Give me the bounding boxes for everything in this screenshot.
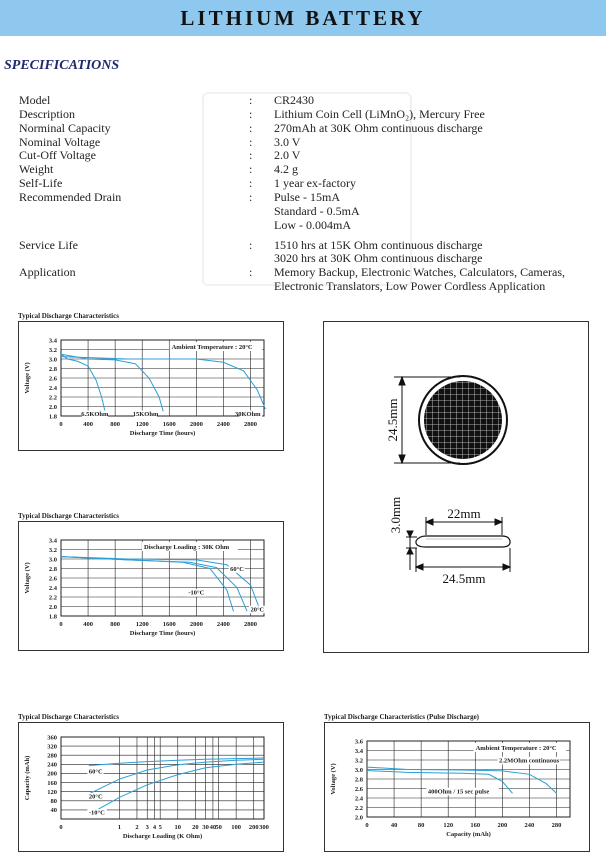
y-tick-label: 2.0 (354, 814, 363, 822)
x-tick-label: 280 (551, 822, 562, 829)
chart-2-svg (19, 522, 283, 650)
x-tick-label: 2800 (243, 421, 257, 428)
y-tick-label: 2.2 (48, 594, 57, 602)
series-label: 30KOhm (234, 411, 261, 418)
x-tick-label: 0 (59, 621, 63, 628)
x-tick-label: 2800 (243, 621, 257, 628)
x-tick-label: 200 (497, 822, 508, 829)
y-tick-label: 2.6 (48, 375, 57, 383)
chart-3-title: Typical Discharge Characteristics (18, 713, 119, 721)
y-tick-label: 3.0 (48, 356, 57, 364)
title-banner (0, 0, 606, 36)
spec-separator: : (249, 189, 253, 204)
spec-value: Memory Backup, Electronic Watches, Calculators, Cameras, (274, 265, 566, 280)
spec-separator: : (249, 237, 253, 252)
spec-label: Norminal Capacity (19, 120, 111, 135)
x-tick-label: 2400 (216, 621, 230, 628)
spec-value: CR2430 (274, 93, 315, 107)
chart-1 (18, 321, 284, 451)
coin-top-view (419, 376, 507, 464)
spec-label: Service Life (19, 237, 78, 252)
series-label: 6.5KOhm (81, 411, 109, 418)
x-tick-label: 40 (209, 824, 217, 831)
spec-value: 1510 hrs at 15K Ohm continuous discharge (274, 237, 483, 252)
y-tick-label: 2.8 (48, 565, 57, 573)
bottom-width-dimension (416, 548, 510, 572)
chart-annotation: Ambient Temperature : 20°C (171, 344, 253, 351)
dimension-drawing (323, 321, 589, 653)
x-tick-label: 0 (365, 822, 369, 829)
x-axis-label: Discharge Loading (K Ohm) (122, 833, 203, 840)
spec-separator: : (249, 265, 253, 280)
y-tick-label: 2.4 (354, 795, 363, 803)
y-tick-label: 1.8 (48, 613, 57, 621)
x-tick-label: 240 (524, 822, 535, 829)
x-tick-label: 800 (110, 421, 121, 428)
x-tick-label: 200 (248, 824, 259, 831)
x-tick-label: 1600 (162, 621, 176, 628)
y-tick-label: 360 (47, 734, 57, 742)
chart-1-title: Typical Discharge Characteristics (18, 312, 119, 320)
y-tick-label: 2.2 (48, 394, 57, 402)
spec-label: Application (19, 265, 76, 280)
x-tick-label: 1600 (162, 421, 176, 428)
x-tick-label: 0 (59, 421, 63, 428)
x-tick-label: 5 (158, 824, 162, 831)
x-tick-label: 80 (417, 822, 425, 829)
spec-value: 2.0 V (274, 148, 301, 163)
x-tick-label: 2000 (189, 421, 203, 428)
x-tick-label: 3 (145, 824, 149, 831)
spec-value: Electronic Translators, Low Power Cordless Application (274, 279, 546, 294)
y-tick-label: 240 (47, 761, 57, 769)
x-tick-label: 0 (59, 824, 63, 831)
y-tick-label: 80 (50, 798, 57, 806)
series-label: -10°C (88, 809, 105, 817)
x-axis-label: Discharge Time (hours) (129, 430, 196, 437)
plot-area (61, 737, 264, 819)
spec-label: Description (19, 106, 75, 121)
x-tick-label: 300 (259, 824, 269, 831)
x-axis-label: Capacity (mAh) (446, 831, 491, 838)
y-tick-label: 280 (47, 752, 57, 760)
y-tick-label: 2.0 (48, 403, 57, 411)
bottom-width-label: 24.5mm (442, 571, 486, 586)
series-label: 2.2MOhm continuous (498, 757, 560, 765)
y-tick-label: 40 (50, 807, 57, 815)
chart-4-title: Typical Discharge Characteristics (Pulse Discharge) (324, 713, 480, 721)
y-tick-label: 2.0 (48, 603, 57, 611)
y-tick-label: 2.4 (48, 584, 57, 592)
y-tick-label: 3.0 (48, 556, 57, 564)
x-tick-label: 2 (135, 824, 139, 831)
height-dimension (406, 531, 417, 570)
x-tick-label: 1200 (135, 621, 149, 628)
chart-2-title: Typical Discharge Characteristics (18, 512, 119, 520)
x-tick-label: 40 (390, 822, 398, 829)
spec-value: 4.2 g (274, 162, 298, 177)
series-label: 60°C (88, 768, 103, 776)
series-label: 20°C (250, 606, 265, 614)
spec-value: 3.0 V (274, 134, 301, 149)
series-label: 60°C (230, 565, 244, 573)
x-axis-label: Discharge Time (hours) (129, 630, 196, 637)
spec-label: Cut-Off Voltage (19, 148, 96, 163)
spec-label: Model (19, 93, 51, 107)
y-tick-label: 3.4 (48, 537, 57, 545)
page-title: LITHIUM BATTERY (180, 5, 426, 30)
spec-value: Low - 0.004mA (274, 217, 351, 232)
y-tick-label: 320 (47, 743, 57, 751)
y-tick-label: 2.4 (48, 384, 57, 392)
y-axis-label: Voltage (V) (330, 763, 337, 795)
height-label: 3.0mm (388, 496, 403, 534)
spec-value: Lithium Coin Cell (LiMnO₂), Mercury Free (274, 106, 485, 121)
spec-separator: : (249, 162, 253, 177)
x-tick-label: 100 (231, 824, 242, 831)
y-tick-label: 3.0 (354, 766, 363, 774)
x-tick-label: 20 (192, 824, 199, 831)
y-tick-label: 2.8 (48, 365, 57, 373)
spec-value: 1 year ex-factory (274, 176, 356, 191)
y-tick-label: 160 (47, 779, 57, 787)
series-label: 15KOhm (132, 411, 159, 418)
y-tick-label: 2.2 (354, 804, 363, 812)
x-tick-label: 120 (443, 822, 454, 829)
spec-value: 270mAh at 30K Ohm continuous discharge (274, 120, 483, 135)
spec-separator: : (249, 93, 253, 107)
spec-separator: : (249, 134, 253, 149)
chart-4-svg (325, 723, 589, 851)
y-tick-label: 2.8 (354, 776, 363, 784)
y-tick-label: 3.4 (48, 337, 57, 345)
diameter-label: 24.5mm (385, 398, 400, 442)
x-tick-label: 2400 (216, 421, 230, 428)
x-tick-label: 30 (202, 824, 209, 831)
y-tick-label: 2.6 (48, 575, 57, 583)
spec-separator: : (249, 148, 253, 163)
x-tick-label: 160 (470, 822, 481, 829)
spec-separator: : (249, 176, 253, 191)
chart-1-svg (19, 322, 283, 450)
y-tick-label: 3.6 (354, 738, 363, 746)
series-label: 400Ohm / 15 sec pulse (427, 788, 490, 796)
y-tick-label: 1.8 (48, 413, 57, 421)
y-tick-label: 3.2 (354, 757, 363, 765)
y-tick-label: 200 (47, 770, 57, 778)
x-tick-label: 400 (83, 421, 93, 428)
x-tick-label: 4 (152, 824, 157, 831)
dimension-svg (324, 322, 588, 652)
y-tick-label: 3.2 (48, 346, 57, 354)
coin-side-view (416, 536, 510, 547)
chart-annotation: Discharge Loading : 30K Ohm (144, 544, 230, 551)
specifications-heading: SPECIFICATIONS (4, 58, 120, 73)
y-tick-label: 120 (47, 788, 57, 796)
spec-separator: : (249, 120, 253, 135)
x-tick-label: 10 (174, 824, 182, 831)
x-tick-label: 50 (215, 824, 222, 831)
x-tick-label: 2000 (189, 621, 203, 628)
top-width-label: 22mm (447, 506, 481, 521)
y-tick-label: 2.6 (354, 785, 363, 793)
y-tick-label: 3.2 (48, 546, 57, 554)
spec-label: Weight (19, 162, 54, 177)
x-tick-label: 1200 (135, 421, 149, 428)
chart-2 (18, 521, 284, 651)
spec-separator: : (249, 106, 253, 121)
x-tick-label: 400 (83, 621, 93, 628)
x-tick-label: 800 (110, 621, 121, 628)
chart-annotation: Ambient Temperature : 20°C (475, 745, 557, 752)
y-tick-label: 3.4 (354, 747, 363, 755)
y-axis-label: Voltage (V) (24, 562, 31, 594)
chart-4 (324, 722, 590, 852)
spec-label: Nominal Voltage (19, 134, 101, 149)
spec-label: Recommended Drain (19, 189, 122, 204)
y-axis-label: Capacity (mAh) (24, 755, 31, 801)
series-label: -10°C (188, 589, 205, 597)
spec-label: Self-Life (19, 176, 63, 191)
spec-value: Standard - 0.5mA (274, 203, 360, 218)
y-axis-label: Voltage (V) (24, 362, 31, 394)
spec-value: 3020 hrs at 30K Ohm continuous discharge (274, 251, 483, 266)
spec-value: Pulse - 15mA (274, 189, 340, 204)
x-tick-label: 1 (117, 824, 122, 831)
series-label: 20°C (88, 793, 103, 801)
chart-3 (18, 722, 284, 852)
chart-3-svg (19, 723, 283, 851)
